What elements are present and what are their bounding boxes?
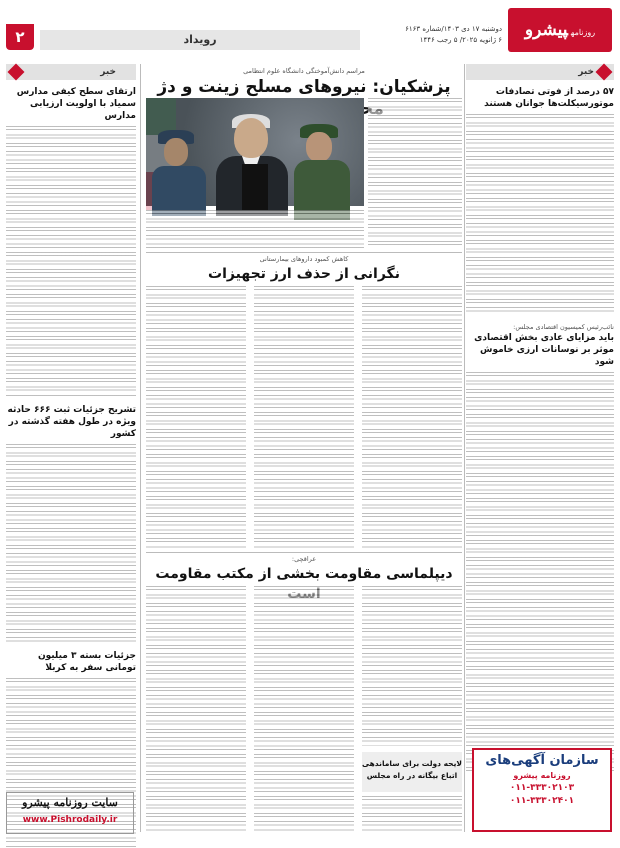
mid-body-col2 <box>254 286 354 548</box>
mid-headline: نگرانی از حذف ارز تجهیزات <box>208 266 400 282</box>
left-story2-body <box>6 444 136 642</box>
logo-text: پیشرو <box>524 20 568 40</box>
date-en: ۶ ژانویه ۲۰۲۵/ ۵ رجب ۱۴۴۶ <box>419 36 502 44</box>
ad-subtitle: روزنامه پیشرو <box>513 771 571 780</box>
mid-body-col1 <box>362 286 462 548</box>
site-box <box>6 792 134 834</box>
low-headline-block <box>146 554 462 584</box>
mid-kicker: کاهش کمبود داروهای بیمارستانی <box>259 255 349 263</box>
newspaper-logo <box>508 8 612 52</box>
section-title: رویداد <box>40 30 360 50</box>
column-divider <box>140 64 141 832</box>
left-story1-body <box>6 126 136 396</box>
main-kicker: مراسم دانش‌آموختگی دانشگاه علوم انتظامی <box>243 67 365 75</box>
main-story-body-right <box>368 98 462 246</box>
main-headline: پزشکیان: نیروهای مسلح زینت و دژ <box>157 77 451 97</box>
note-body <box>362 796 462 832</box>
page-header <box>0 8 620 50</box>
mid-headline-block <box>146 254 462 284</box>
date-line <box>362 24 502 46</box>
section-rule <box>146 252 462 253</box>
right-section-label: خبر <box>578 67 594 77</box>
ad-phone-2: ۰۱۱-۳۳۳۰۲۴۰۱ <box>509 796 575 806</box>
ad-phone-1: ۰۱۱-۳۳۳۰۲۱۰۳ <box>509 783 575 793</box>
left-section-label: خبر <box>100 67 116 77</box>
left-column <box>6 64 136 790</box>
mid-body-col3 <box>146 286 246 548</box>
date-fa: دوشنبه ۱۷ دی ۱۴۰۳/شماره ۶۱۶۳ <box>405 25 502 33</box>
right-story2-body <box>466 372 614 772</box>
page-number: ۲ <box>6 24 34 50</box>
ad-box <box>472 748 612 832</box>
left-section-head <box>6 64 136 80</box>
logo-small: روزنامه <box>570 28 596 37</box>
right-story2-title: باید مزایای عادی بخش اقتصادی موثر بر نوسانات ارزی خاموش شود <box>474 333 614 367</box>
low-body-col3 <box>146 586 246 832</box>
right-story2-kicker: نائب‌رئیس کمیسیون اقتصادی مجلس: <box>513 323 614 331</box>
left-story3-title: جزئیات بسته ۳ میلیون تومانی سفر به کربلا <box>37 651 136 673</box>
left-story1-title: ارتقای سطح کیفی مدارس سمیاد با اولویت ارزیابی مدارس <box>16 87 136 121</box>
low-body-col2 <box>254 586 354 832</box>
main-photo <box>146 98 364 206</box>
main-headline-block <box>146 66 462 96</box>
main-story-body-under-photo <box>146 210 364 250</box>
left-story2-title: تشریح جزئیات ثبت ۶۶۶ حادثه ویژه در طول هفته گذشته در کشور <box>7 405 136 439</box>
diamond-icon <box>596 64 613 81</box>
low-body-col1 <box>362 586 462 746</box>
site-name: سایت روزنامه پیشرو <box>22 796 118 809</box>
section-rule <box>146 552 462 553</box>
low-kicker: عراقچی: <box>291 555 317 563</box>
ad-title: سازمان آگهی‌های <box>485 753 599 768</box>
site-url[interactable]: www.Pishrodaily.ir <box>22 815 118 825</box>
low-headline: دیپلماسی مقاومت بخشی از مکتب مقاومت <box>155 566 453 582</box>
note-box: لایحه دولت برای ساماندهی اتباع بیگانه در راه مجلس <box>362 752 462 792</box>
diamond-icon <box>8 64 25 81</box>
right-story1-body <box>466 114 614 314</box>
column-divider <box>464 64 465 832</box>
right-column <box>466 64 614 746</box>
right-story1-title: ۵۷ درصد از فوتی تصادفات موتورسیکلت‌ها جوانان هستند <box>484 87 614 109</box>
right-section-head <box>466 64 614 80</box>
